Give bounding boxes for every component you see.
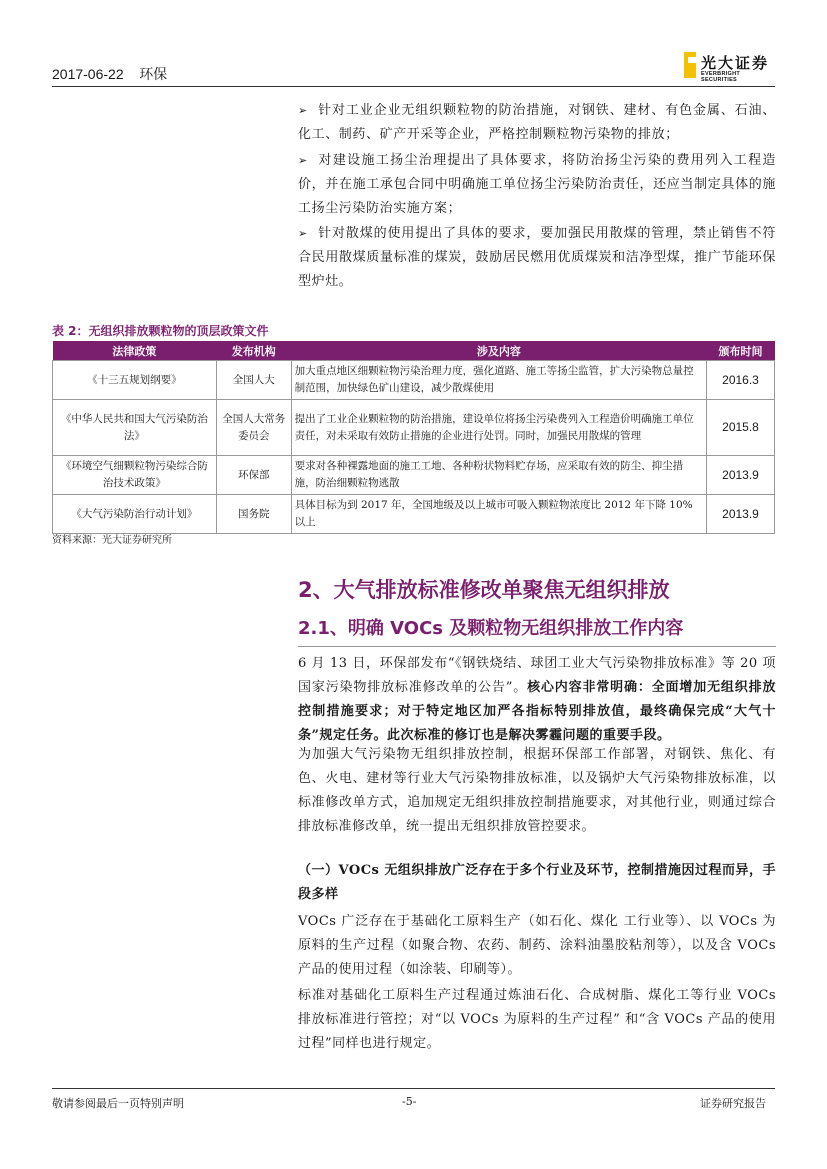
subsection-divider — [298, 646, 776, 647]
bullet-text: 针对散煤的使用提出了具体的要求，要加强民用散煤的管理，禁止销售不符合民用散煤质量标准的煤炭，鼓励居民燃用优质煤炭和洁净型煤，推广节能环保型炉灶。 — [298, 226, 776, 289]
policy-name: 《中华人民共和国大气污染防治法》 — [53, 400, 217, 456]
subsection-heading: 2.1、明确 VOCs 及颗粒物无组织排放工作内容 — [298, 618, 684, 639]
bullet-text: 对建设施工扬尘治理提出了具体要求，将防治扬尘污染的费用列入工程造价，并在施工承包合同中明确施工单位扬尘污染防治责任，还应当制定具体的施工扬尘污染防治实施方案； — [298, 153, 776, 216]
paragraph — [298, 984, 776, 1056]
table-row — [53, 495, 775, 534]
paragraph — [298, 743, 776, 839]
bullet-arrow-icon: ➢ — [298, 227, 308, 240]
table-header-row — [53, 341, 775, 361]
logo-mark-icon — [684, 52, 696, 78]
company-logo — [684, 52, 774, 82]
bullet-item — [298, 222, 776, 294]
table-row — [53, 400, 775, 456]
content: 加大重点地区细颗粒物污染治理力度，强化道路、施工等扬尘监管，扩大污染物总量控制范围，加快绿色矿山建设，减少散煤使用 — [291, 361, 706, 400]
issuer: 全国人大 — [216, 361, 291, 400]
column-header: 涉及内容 — [291, 341, 706, 361]
table-title: 表 2：无组织排放颗粒物的顶层政策文件 — [52, 324, 269, 338]
bullet-arrow-icon: ➢ — [298, 104, 308, 117]
issue-date: 2015.8 — [707, 400, 775, 456]
footer-report-type: 证券研究报告 — [700, 1097, 766, 1110]
issuer: 全国人大常务委员会 — [216, 400, 291, 456]
content: 提出了工业企业颗粒物的防治措施，建设单位将扬尘污染费列入工程造价明确施工单位责任，对未采取有效防止措施的企业进行处罚。同时，加强民用散煤的管理 — [291, 400, 706, 456]
column-header: 颁布时间 — [707, 341, 775, 361]
bullet-item — [298, 149, 776, 221]
header-divider — [52, 86, 775, 87]
report-date-sector — [52, 64, 167, 84]
report-sector: 环保 — [139, 66, 168, 82]
issue-date: 2013.9 — [707, 495, 775, 534]
bullet-text: 针对工业企业无组织颗粒物的防治措施，对钢铁、建材、有色金属、石油、化工、制药、矿产开采等企业，严格控制颗粒物污染物的排放； — [298, 103, 776, 142]
issuer: 国务院 — [216, 495, 291, 534]
paragraph-text: 标准对基础化工原料生产过程通过炼油石化、合成树脂、煤化工等行业 VOCs 排放标准进行管控；对“以 VOCs 为原料的生产过程” 和“含 VOCs 产品的使用过程”同样也进行规定。 — [298, 988, 776, 1051]
paragraph-text: 6 月 13 日，环保部发布“《钢铁烧结、球团工业大气污染物排放标准》等 20 项国家污染物排放标准修改单的公告”。 — [298, 656, 776, 695]
table-row — [53, 361, 775, 400]
bullet-item — [298, 99, 776, 147]
paragraph-text: 为加强大气污染物无组织排放控制，根据环保部工作部署，对钢铁、焦化、有色、火电、建材等行业大气污染物排放标准，以及锅炉大气污染物排放标准，以标准修改单方式，追加规定无组织排放控制措施要求，对其他行业，则通过综合排放标准修改单，统一提出无组织排放管控要求。 — [298, 747, 776, 834]
policy-table — [52, 341, 775, 534]
logo-english-name: EVERBRIGHT SECURITIES — [701, 71, 741, 83]
table-row — [53, 456, 775, 495]
issuer: 环保部 — [216, 456, 291, 495]
content: 要求对各种裸露地面的施工工地、各种粉状物料贮存场，应采取有效的防尘、抑尘措施，防治细颗粒物逃散 — [291, 456, 706, 495]
issue-date: 2013.9 — [707, 456, 775, 495]
footer-divider — [52, 1088, 775, 1089]
report-date: 2017-06-22 — [52, 66, 124, 82]
bullet-arrow-icon: ➢ — [298, 154, 308, 167]
table-source: 资料来源：光大证券研究所 — [52, 535, 172, 546]
section-heading: 2、大气排放标准修改单聚焦无组织排放 — [298, 578, 670, 602]
footer-disclaimer: 敬请参阅最后一页特别声明 — [52, 1097, 184, 1110]
content: 具体目标为到 2017 年，全国地级及以上城市可吸入颗粒物浓度比 2012 年下降 10%以上 — [291, 495, 706, 534]
logo-chinese-name: 光大证券 — [701, 54, 770, 72]
policy-name: 《大气污染防治行动计划》 — [53, 495, 217, 534]
column-header: 法律政策 — [53, 341, 217, 361]
paragraph — [298, 910, 776, 982]
paragraph — [298, 652, 776, 748]
page-number: -5- — [402, 1095, 417, 1108]
issue-date: 2016.3 — [707, 361, 775, 400]
policy-name: 《环境空气细颗粒物污染综合防治技术政策》 — [53, 456, 217, 495]
paragraph-text: VOCs 广泛存在于基础化工原料生产（如石化、煤化 工行业等）、以 VOCs 为原料的生产过程（如聚合物、农药、制药、涂料油墨胶粘剂等），以及含 VOCs 产品的使用过程（如涂装、印刷等）。 — [298, 914, 776, 977]
policy-name: 《十三五规划纲要》 — [53, 361, 217, 400]
column-header: 发布机构 — [216, 341, 291, 361]
paragraph-key-point: 核心内容非常明确：全面增加无组织排放控制措施要求；对于特定地区加严各指标特别排放值，最终确保完成“大气十条”规定任务。此次标准的修订也是解决雾霾问题的重要手段。 — [298, 680, 776, 743]
sub-heading: （一）VOCs 无组织排放广泛存在于多个行业及环节，控制措施因过程而异，手段多样 — [298, 863, 776, 902]
